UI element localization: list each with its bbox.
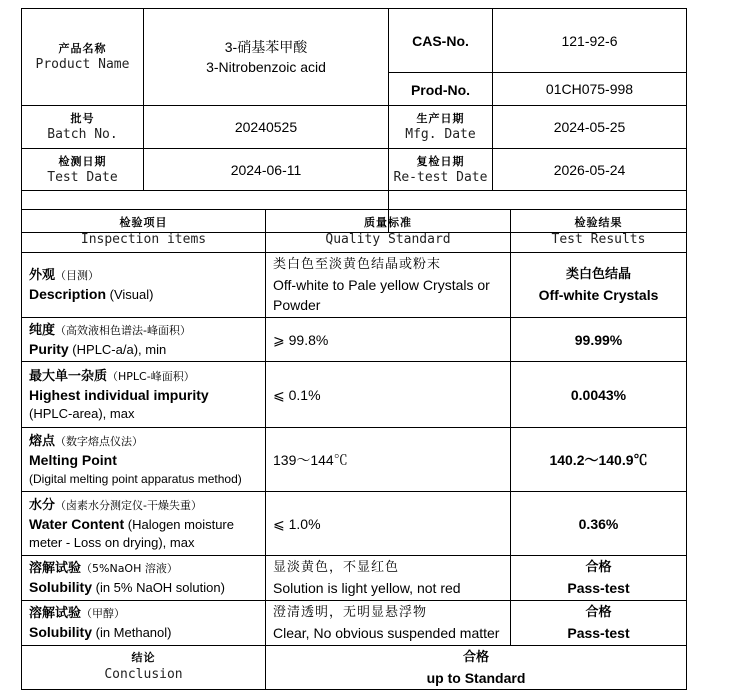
standard-cell: ⩽ 0.1% xyxy=(266,362,511,428)
result-cell: 99.99% xyxy=(511,318,687,362)
col-header-standard: 质量标准 Quality Standard xyxy=(266,210,511,253)
item-cell: 水分（卤素水分测定仪-干燥失重） Water Content (Halogen moisture meter - Loss on drying), max xyxy=(22,492,266,556)
standard-cell: ⩽ 1.0% xyxy=(266,492,511,556)
result-cell: 合格 Pass-test xyxy=(511,601,687,646)
result-cell: 140.2～140.9℃ xyxy=(511,428,687,492)
prod-no-value: 01CH075-998 xyxy=(493,73,687,106)
item-cell: 溶解试验（5%NaOH 溶液） Solubility (in 5% NaOH solution) xyxy=(22,556,266,601)
table-row xyxy=(22,253,687,318)
standard-cell: 139～144℃ xyxy=(266,428,511,492)
conclusion-label: 结论 Conclusion xyxy=(22,646,266,690)
retest-label: 复检日期 Re-test Date xyxy=(389,149,493,191)
test-date-label: 检测日期 Test Date xyxy=(22,149,144,191)
batch-value: 20240525 xyxy=(144,106,389,149)
standard-cell: ⩾ 99.8% xyxy=(266,318,511,362)
mfg-value: 2024-05-25 xyxy=(493,106,687,149)
inspection-table xyxy=(21,209,687,690)
test-date-value: 2024-06-11 xyxy=(144,149,389,191)
item-cell: 最大单一杂质（HPLC-峰面积） Highest individual impurity (HPLC-area), max xyxy=(22,362,266,428)
standard-cell: 类白色至淡黄色结晶或粉末 Off-white to Pale yellow Crystals or Powder xyxy=(266,253,511,318)
result-cell: 合格 Pass-test xyxy=(511,556,687,601)
header-table xyxy=(21,8,687,233)
item-cell: 熔点（数字熔点仪法） Melting Point (Digital melting point apparatus method) xyxy=(22,428,266,492)
standard-cell: 澄清透明，无明显悬浮物 Clear, No obvious suspended matter xyxy=(266,601,511,646)
batch-label: 批号 Batch No. xyxy=(22,106,144,149)
mfg-label: 生产日期 Mfg. Date xyxy=(389,106,493,149)
table-row xyxy=(22,556,687,601)
result-cell: 类白色结晶 Off-white Crystals xyxy=(511,253,687,318)
col-header-items: 检验项目 Inspection items xyxy=(22,210,266,253)
conclusion-result: 合格 up to Standard xyxy=(266,646,687,690)
col-header-results: 检验结果 Test Results xyxy=(511,210,687,253)
table-row xyxy=(22,318,687,362)
cas-value: 121-92-6 xyxy=(493,9,687,73)
retest-value: 2026-05-24 xyxy=(493,149,687,191)
item-cell: 溶解试验（甲醇） Solubility (in Methanol) xyxy=(22,601,266,646)
result-cell: 0.0043% xyxy=(511,362,687,428)
prod-no-label: Prod-No. xyxy=(389,73,493,106)
standard-cell: 显淡黄色，不显红色 Solution is light yellow, not red xyxy=(266,556,511,601)
product-name-value: 3-硝基苯甲酸 3-Nitrobenzoic acid xyxy=(144,9,389,106)
table-row xyxy=(22,492,687,556)
cas-label: CAS-No. xyxy=(389,9,493,73)
item-cell: 纯度（高效液相色谱法-峰面积） Purity (HPLC-a/a), min xyxy=(22,318,266,362)
table-row xyxy=(22,428,687,492)
conclusion-row xyxy=(22,646,687,690)
result-cell: 0.36% xyxy=(511,492,687,556)
item-cell: 外观（目测） Description (Visual) xyxy=(22,253,266,318)
table-row xyxy=(22,601,687,646)
product-name-label: 产品名称 Product Name xyxy=(22,9,144,106)
table-row xyxy=(22,362,687,428)
